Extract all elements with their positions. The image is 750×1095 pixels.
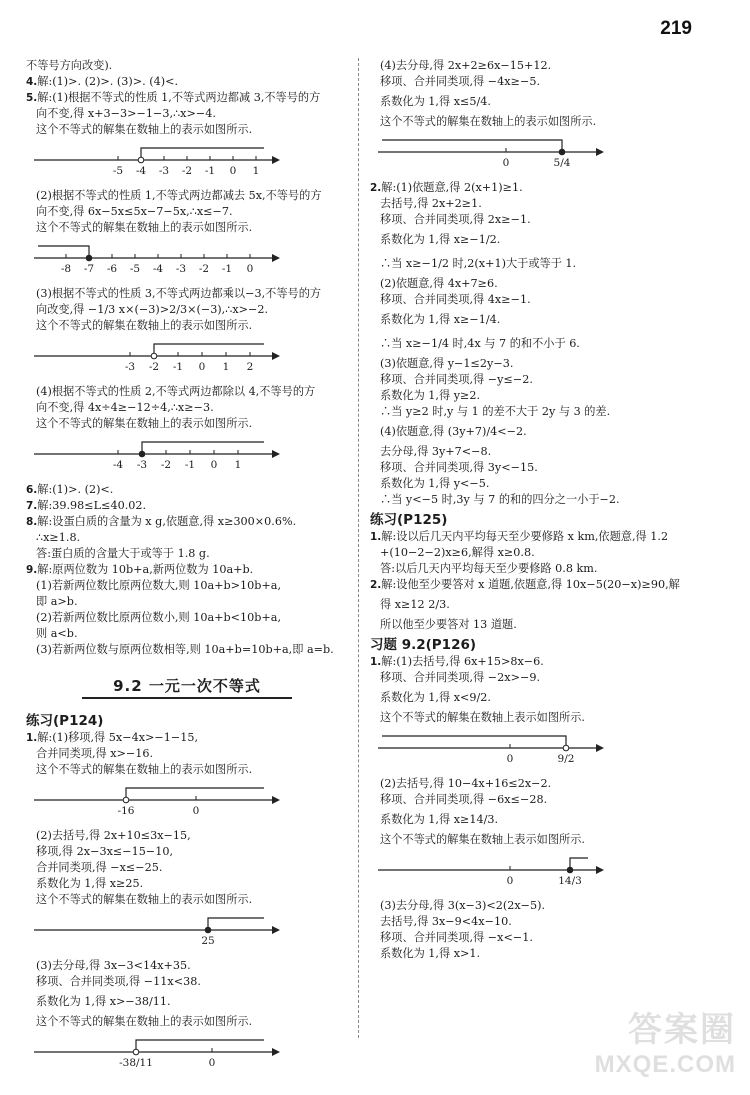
- solution-line: [26, 746, 348, 762]
- number-line-label: -1: [172, 361, 184, 373]
- number-line-label: -3: [158, 165, 170, 177]
- problem-number: 6.: [26, 484, 38, 496]
- solution-text: 解:39.98≤L≤40.02.: [37, 499, 147, 512]
- axis-arrow-icon: [272, 352, 280, 360]
- solution-line: [26, 90, 348, 106]
- solution-text: (3)依题意,得 y−1≤2y−3.: [380, 357, 514, 370]
- number-line-label: -5: [112, 165, 124, 177]
- number-line-label: 0: [210, 459, 218, 471]
- solution-text: (4)根据不等式的性质 2,不等式两边都除以 4,不等号的方: [36, 385, 316, 398]
- solution-text: ∴当 y≥2 时,y 与 1 的差不大于 2y 与 3 的差.: [380, 405, 611, 418]
- solution-ray: [38, 246, 89, 258]
- number-line-label: -1: [184, 459, 196, 471]
- number-line-label: 2: [246, 361, 254, 373]
- solution-line: [370, 670, 715, 686]
- solution-text: 向不变,得 x+3−3>−1−3,∴x>−4.: [36, 107, 216, 120]
- solution-line: [26, 594, 348, 610]
- solution-text: (3)根据不等式的性质 3,不等式两边都乘以−3,不等号的方: [36, 287, 322, 300]
- solution-text: 这个不等式的解集在数轴上的表示如图所示.: [36, 417, 253, 430]
- solution-text: 向改变,得 −1/3 x×(−3)>2/3×(−3),∴x>−2.: [36, 303, 269, 316]
- solution-text: 所以他至少要答对 13 道题.: [380, 618, 517, 631]
- number-line: [26, 780, 286, 824]
- axis-arrow-icon: [272, 926, 280, 934]
- solution-line: [26, 286, 348, 302]
- solution-line: [370, 252, 715, 276]
- solution-line: [26, 106, 348, 122]
- solution-text: (4)依题意,得 (3y+7)/4<−2.: [380, 425, 527, 438]
- number-line-label: -3: [136, 459, 148, 471]
- solution-line: [370, 898, 715, 914]
- number-line-label: -3: [175, 263, 187, 275]
- solution-line: [370, 930, 715, 946]
- open-endpoint: [138, 157, 144, 163]
- solution-line: [26, 416, 348, 432]
- problem-number: 1.: [370, 656, 382, 668]
- solution-line: [370, 308, 715, 332]
- solution-line: [370, 710, 715, 726]
- solution-line: [26, 1014, 348, 1030]
- solution-text: 这个不等式的解集在数轴上的表示如图所示.: [380, 115, 597, 128]
- solution-text: 去分母,得 3y+7<−8.: [380, 445, 492, 458]
- solution-text: 合并同类项,得 −x≤−25.: [36, 861, 163, 874]
- solution-text: ∴x≥1.8.: [36, 531, 81, 544]
- solution-line: [26, 204, 348, 220]
- number-line-label: -8: [60, 263, 72, 275]
- solution-text: (3)若新两位数与原两位数相等,则 10a+b=10b+a,即 a=b.: [36, 643, 334, 656]
- solution-line: [26, 482, 348, 498]
- solution-ray: [126, 788, 264, 800]
- number-line-label: 0: [506, 875, 514, 887]
- solution-line: [26, 828, 348, 844]
- solution-line: [370, 444, 715, 460]
- solution-text: (3)去分母,得 3(x−3)<2(2x−5).: [380, 899, 546, 912]
- solution-line: [26, 318, 348, 334]
- solution-line: [370, 946, 715, 962]
- number-line-label: 9/2: [557, 753, 575, 765]
- solution-line: [26, 990, 348, 1014]
- solution-line: [26, 188, 348, 204]
- number-line-label: 0: [506, 753, 514, 765]
- solution-text: 答:蛋白质的含量大于或等于 1.8 g.: [36, 547, 210, 560]
- axis-arrow-icon: [596, 866, 604, 874]
- solution-line: [370, 74, 715, 90]
- solution-text: 系数化为 1,得 x≥14/3.: [380, 813, 499, 826]
- number-line-label: 0: [198, 361, 206, 373]
- solution-text: 移项、合并同类项,得 3y<−15.: [380, 461, 538, 474]
- solution-text: 这个不等式的解集在数轴上表示如图所示.: [380, 711, 585, 724]
- solution-line: [370, 561, 715, 577]
- problem-number: 2.: [370, 579, 382, 591]
- closed-endpoint: [139, 451, 145, 457]
- solution-text: 这个不等式的解集在数轴上的表示如图所示.: [36, 763, 253, 776]
- solution-text: 移项、合并同类项,得 −11x<38.: [36, 975, 201, 988]
- solution-text: 移项、合并同类项,得 −2x>−9.: [380, 671, 541, 684]
- solution-line: [370, 617, 715, 633]
- solution-line: [26, 642, 348, 658]
- solution-text: 移项、合并同类项,得 −y≤−2.: [380, 373, 533, 386]
- solution-text: (3)去分母,得 3x−3<14x+35.: [36, 959, 191, 972]
- solution-text: 解:设以后几天内平均每天至少要修路 x km,依题意,得 1.2: [381, 530, 669, 543]
- solution-line: [26, 844, 348, 860]
- solution-line: [370, 476, 715, 492]
- solution-line: [26, 958, 348, 974]
- solution-line: [370, 420, 715, 444]
- solution-line: [26, 730, 348, 746]
- number-line: [26, 910, 286, 954]
- axis-arrow-icon: [596, 148, 604, 156]
- solution-ray: [208, 918, 264, 930]
- solution-text: (4)去分母,得 2x+2≥6x−15+12.: [380, 59, 552, 72]
- number-line-label: 0: [229, 165, 237, 177]
- solution-text: 去括号,得 3x−9<4x−10.: [380, 915, 512, 928]
- solution-line: [370, 593, 715, 617]
- solution-text: 得 x≥12 2/3.: [380, 598, 450, 611]
- watermark-line2: MXQE.COM: [594, 1051, 736, 1078]
- solution-text: 移项、合并同类项,得 2x≥−1.: [380, 213, 531, 226]
- number-line-label: -3: [124, 361, 136, 373]
- exercise-heading: 练习(P125): [370, 512, 448, 528]
- solution-line: [26, 892, 348, 908]
- solution-line: [370, 372, 715, 388]
- solution-line: [370, 776, 715, 792]
- solution-line: [26, 546, 348, 562]
- solution-line: [370, 180, 715, 196]
- number-line: [26, 336, 286, 380]
- open-endpoint: [123, 797, 129, 803]
- solution-line: [370, 654, 715, 670]
- exercise-heading: 练习(P124): [26, 713, 104, 729]
- closed-endpoint: [205, 927, 211, 933]
- number-line-label: 0: [192, 805, 200, 817]
- solution-line: [370, 356, 715, 372]
- number-line-label: 0: [502, 157, 510, 169]
- number-line-label: 0: [246, 263, 254, 275]
- solution-text: 向不变,得 4x÷4≥−12÷4,∴x≥−3.: [36, 401, 214, 414]
- solution-text: 解:(1)去括号,得 6x+15>8x−6.: [381, 655, 544, 668]
- solution-line: [370, 276, 715, 292]
- solution-text: 系数化为 1,得 x≥−1/2.: [380, 233, 501, 246]
- solution-text: 系数化为 1,得 y<−5.: [380, 477, 490, 490]
- solution-text: 系数化为 1,得 x≤5/4.: [380, 95, 491, 108]
- solution-line: [370, 114, 715, 130]
- problem-number: 1.: [26, 732, 38, 744]
- axis-arrow-icon: [596, 744, 604, 752]
- solution-text: 系数化为 1,得 x≥25.: [36, 877, 144, 890]
- axis-arrow-icon: [272, 156, 280, 164]
- solution-text: (2)若新两位数比原两位数小,则 10a+b<10b+a,: [36, 611, 282, 624]
- solution-ray: [136, 1040, 264, 1052]
- open-endpoint: [133, 1049, 139, 1055]
- number-line: [370, 132, 610, 176]
- number-line-label: -4: [112, 459, 124, 471]
- solution-text: 移项、合并同类项,得 −6x≤−28.: [380, 793, 548, 806]
- solution-line: [370, 196, 715, 212]
- problem-number: 8.: [26, 516, 38, 528]
- solution-text: 解:(1)根据不等式的性质 1,不等式两边都减 3,不等号的方: [37, 91, 321, 104]
- solution-line: [26, 530, 348, 546]
- closed-endpoint: [567, 867, 573, 873]
- solution-text: 即 a>b.: [36, 595, 78, 608]
- solution-line: [26, 58, 348, 74]
- number-line-label: -6: [106, 263, 118, 275]
- solution-ray: [382, 140, 562, 152]
- number-line: [26, 434, 286, 478]
- number-line: [26, 140, 286, 184]
- number-line: [370, 728, 610, 772]
- solution-text: 这个不等式的解集在数轴上表示如图所示.: [380, 833, 585, 846]
- solution-line: [26, 384, 348, 400]
- number-line-label: -1: [221, 263, 233, 275]
- solution-line: [26, 302, 348, 318]
- solution-line: [370, 792, 715, 808]
- solution-text: 解:(1)依题意,得 2(x+1)≥1.: [381, 181, 523, 194]
- closed-endpoint: [559, 149, 565, 155]
- number-line: [370, 850, 610, 894]
- solution-line: [26, 220, 348, 236]
- number-line-label: -5: [129, 263, 141, 275]
- number-line: [26, 1032, 286, 1076]
- solution-text: 去括号,得 2x+2≥1.: [380, 197, 482, 210]
- number-line-label: -2: [181, 165, 193, 177]
- number-line-label: -4: [135, 165, 147, 177]
- solution-text: 解:(1)移项,得 5x−4x>−1−15,: [37, 731, 199, 744]
- solution-line: [370, 832, 715, 848]
- solution-text: 不等号方向改变).: [26, 59, 113, 72]
- solution-text: 移项、合并同类项,得 −x<−1.: [380, 931, 533, 944]
- solution-text: +(10−2−2)x≥6,解得 x≥0.8.: [380, 546, 535, 559]
- axis-arrow-icon: [272, 1048, 280, 1056]
- solution-text: (2)依题意,得 4x+7≥6.: [380, 277, 498, 290]
- solution-line: [370, 332, 715, 356]
- solution-text: 这个不等式的解集在数轴上的表示如图所示.: [36, 1015, 253, 1028]
- solution-text: 这个不等式的解集在数轴上的表示如图所示.: [36, 123, 253, 136]
- solution-line: [370, 460, 715, 476]
- number-line-label: -7: [83, 263, 95, 275]
- solution-text: 答:以后几天内平均每天至少要修路 0.8 km.: [380, 562, 598, 575]
- solution-line: [26, 74, 348, 90]
- solution-line: [26, 578, 348, 594]
- axis-arrow-icon: [272, 796, 280, 804]
- watermark-logo: [595, 1002, 736, 1079]
- solution-line: [26, 974, 348, 990]
- solution-text: 合并同类项,得 x>−16.: [36, 747, 154, 760]
- solution-ray: [141, 148, 264, 160]
- solution-text: 系数化为 1,得 x>1.: [380, 947, 481, 960]
- solution-line: [370, 228, 715, 252]
- solution-text: ∴当 x≥−1/4 时,4x 与 7 的和不小于 6.: [380, 337, 580, 350]
- number-line-label: -16: [117, 805, 135, 817]
- solution-line: [26, 626, 348, 642]
- axis-arrow-icon: [272, 254, 280, 262]
- number-line-label: 5/4: [553, 157, 571, 169]
- solution-text: 这个不等式的解集在数轴上的表示如图所示.: [36, 319, 253, 332]
- solution-ray: [154, 344, 264, 356]
- solution-text: 解:原两位数为 10b+a,新两位数为 10a+b.: [37, 563, 254, 576]
- solution-text: ∴当 y<−5 时,3y 与 7 的和的四分之一小于−2.: [380, 493, 620, 506]
- solution-text: 解:设他至少要答对 x 道题,依题意,得 10x−5(20−x)≥90,解: [381, 578, 680, 591]
- solution-text: 解:(1)>. (2)<.: [37, 483, 114, 496]
- number-line-label: -2: [148, 361, 160, 373]
- solution-text: 解:设蛋白质的含量为 x g,依题意,得 x≥300×0.6%.: [37, 515, 297, 528]
- solution-text: 移项、合并同类项,得 −4x≥−5.: [380, 75, 541, 88]
- solution-line: [370, 492, 715, 508]
- solution-line: [370, 545, 715, 561]
- solution-text: 系数化为 1,得 y≥2.: [380, 389, 481, 402]
- solution-ray: [382, 736, 566, 748]
- solution-line: [26, 860, 348, 876]
- closed-endpoint: [86, 255, 92, 261]
- right-column: [370, 58, 715, 962]
- problem-number: 4.: [26, 76, 38, 88]
- solution-line: [370, 808, 715, 832]
- number-line-label: 14/3: [558, 875, 582, 887]
- solution-line: [370, 212, 715, 228]
- section-title: 9.2 一元一次不等式: [82, 678, 292, 699]
- solution-line: [370, 577, 715, 593]
- open-endpoint: [151, 353, 157, 359]
- solution-text: 移项、合并同类项,得 4x≥−1.: [380, 293, 531, 306]
- solution-text: 向不变,得 6x−5x≤5x−7−5x,∴x≤−7.: [36, 205, 233, 218]
- solution-line: [26, 400, 348, 416]
- problem-number: 7.: [26, 500, 38, 512]
- solution-line: [370, 58, 715, 74]
- solution-line: [370, 914, 715, 930]
- axis-arrow-icon: [272, 450, 280, 458]
- solution-line: [26, 498, 348, 514]
- solution-text: 这个不等式的解集在数轴上的表示如图所示.: [36, 893, 253, 906]
- solution-line: [26, 122, 348, 138]
- solution-line: [26, 762, 348, 778]
- watermark-line1: 答案圈: [628, 1011, 736, 1049]
- solution-line: [370, 529, 715, 545]
- number-line-label: 0: [208, 1057, 216, 1069]
- solution-text: 这个不等式的解集在数轴上的表示如图所示.: [36, 221, 253, 234]
- solution-line: [370, 292, 715, 308]
- solution-text: ∴当 x≥−1/2 时,2(x+1)大于或等于 1.: [380, 257, 577, 270]
- solution-text: 系数化为 1,得 x>−38/11.: [36, 995, 171, 1008]
- page-number: 219: [660, 18, 692, 39]
- solution-text: (2)去括号,得 2x+10≤3x−15,: [36, 829, 191, 842]
- number-line-label: 25: [201, 935, 215, 947]
- problem-number: 2.: [370, 182, 382, 194]
- solution-line: [26, 514, 348, 530]
- number-line-label: -2: [198, 263, 210, 275]
- number-line-label: -4: [152, 263, 164, 275]
- solution-text: 系数化为 1,得 x≥−1/4.: [380, 313, 501, 326]
- open-endpoint: [563, 745, 569, 751]
- solution-line: [370, 404, 715, 420]
- solution-line: [370, 388, 715, 404]
- left-column: [26, 58, 348, 1080]
- solution-text: 移项,得 2x−3x≤−15−10,: [36, 845, 174, 858]
- solution-text: (2)根据不等式的性质 1,不等式两边都减去 5x,不等号的方: [36, 189, 322, 202]
- solution-line: [26, 876, 348, 892]
- number-line-label: 1: [234, 459, 242, 471]
- number-line-label: -1: [204, 165, 216, 177]
- solution-line: [370, 90, 715, 114]
- number-line-label: -2: [160, 459, 172, 471]
- number-line: [26, 238, 286, 282]
- exercise-heading: 习题 9.2(P126): [370, 637, 477, 653]
- number-line-label: 1: [252, 165, 260, 177]
- solution-line: [26, 610, 348, 626]
- solution-ray: [142, 442, 264, 454]
- solution-text: (2)去括号,得 10−4x+16≤2x−2.: [380, 777, 552, 790]
- solution-text: 系数化为 1,得 x<9/2.: [380, 691, 491, 704]
- column-divider: [358, 58, 359, 1038]
- solution-text: 则 a<b.: [36, 627, 78, 640]
- problem-number: 9.: [26, 564, 38, 576]
- number-line-label: 1: [222, 361, 230, 373]
- problem-number: 1.: [370, 531, 382, 543]
- solution-line: [26, 562, 348, 578]
- solution-text: 解:(1)>. (2)>. (3)>. (4)<.: [37, 75, 179, 88]
- solution-line: [370, 686, 715, 710]
- solution-text: (1)若新两位数比原两位数大,则 10a+b>10b+a,: [36, 579, 282, 592]
- number-line-label: -38/11: [119, 1057, 153, 1069]
- problem-number: 5.: [26, 92, 38, 104]
